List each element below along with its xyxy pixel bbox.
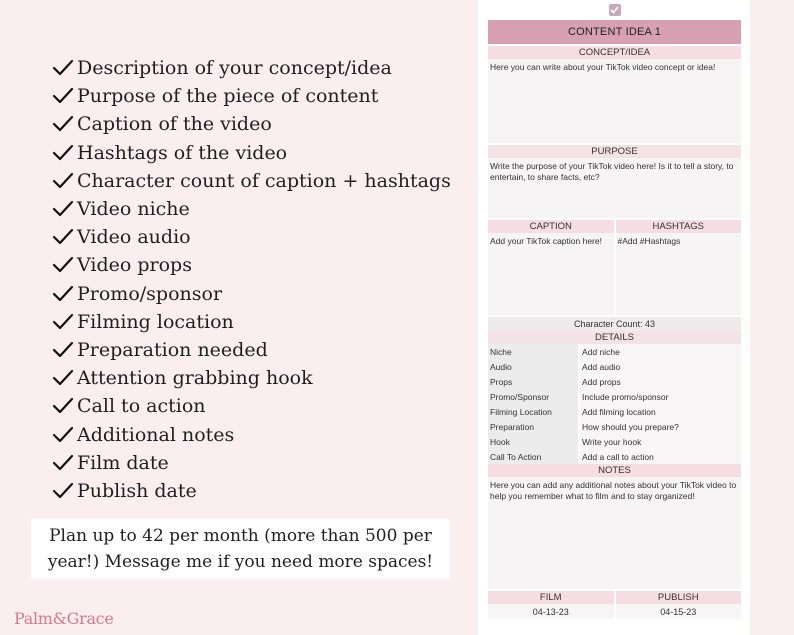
checkmark-icon (52, 172, 74, 190)
feature-item (52, 420, 451, 448)
details-value[interactable]: Include promo/sponsor (580, 389, 741, 404)
feature-item (52, 195, 451, 223)
feature-text: Call to action (77, 395, 206, 418)
feature-item (52, 223, 451, 251)
checkmark-icon (52, 144, 74, 162)
details-label: Props (488, 374, 578, 389)
checkmark-icon (52, 200, 74, 218)
checkmark-icon (52, 454, 74, 472)
caption-hashtag-fields (488, 233, 741, 315)
details-value[interactable]: Add a call to action (580, 449, 741, 464)
feature-item (52, 336, 451, 364)
checkmark-icon (52, 59, 74, 77)
details-row (488, 359, 741, 374)
publish-header: PUBLISH (616, 591, 742, 604)
feature-item (52, 110, 451, 138)
details-label: Filming Location (488, 404, 578, 419)
details-row (488, 344, 741, 359)
details-row (488, 449, 741, 464)
details-header: DETAILS (488, 331, 741, 344)
feature-text: Attention grabbing hook (77, 367, 313, 390)
date-headers (488, 591, 741, 604)
checkmark-icon (52, 313, 74, 331)
hashtags-field[interactable]: #Add #Hashtags (616, 233, 742, 315)
promo-box: Plan up to 42 per month (more than 500 per year!) Message me if you need more spaces! (31, 519, 450, 579)
details-row (488, 419, 741, 434)
checkmark-icon (52, 369, 74, 387)
checkmark-icon (52, 256, 74, 274)
checkmark-icon (52, 228, 74, 246)
details-value[interactable]: How should you prepare? (580, 419, 741, 434)
feature-item (52, 477, 451, 505)
concept-header: CONCEPT/IDEA (488, 46, 741, 59)
caption-hashtag-headers (488, 220, 741, 233)
checkmark-icon (52, 397, 74, 415)
feature-text: Video audio (77, 226, 191, 249)
purpose-header: PURPOSE (488, 145, 741, 158)
details-label: Niche (488, 344, 578, 359)
purpose-field[interactable]: Write the purpose of your TikTok video here! Is it to tell a story, to entertain, to share facts, etc? (488, 158, 741, 218)
feature-text: Film date (77, 451, 169, 474)
feature-item (52, 392, 451, 420)
checkbox-row (488, 0, 741, 20)
date-values (488, 604, 741, 619)
sheet-title: CONTENT IDEA 1 (488, 20, 741, 44)
feature-item (52, 54, 451, 82)
feature-item (52, 364, 451, 392)
details-label: Preparation (488, 419, 578, 434)
feature-text: Caption of the video (77, 113, 272, 136)
feature-item (52, 139, 451, 167)
checkbox-checked-icon[interactable] (609, 4, 621, 16)
feature-list (52, 54, 451, 505)
feature-text: Purpose of the piece of content (77, 85, 379, 108)
details-label: Call To Action (488, 449, 578, 464)
feature-text: Description of your concept/idea (77, 57, 392, 80)
feature-item (52, 280, 451, 308)
feature-text: Preparation needed (77, 338, 268, 361)
feature-text: Promo/sponsor (77, 282, 223, 305)
details-row (488, 389, 741, 404)
details-value[interactable]: Add filming location (580, 404, 741, 419)
checkmark-icon (52, 341, 74, 359)
feature-text: Video niche (77, 198, 190, 221)
feature-item (52, 449, 451, 477)
feature-item (52, 82, 451, 110)
details-table (488, 344, 741, 464)
details-row (488, 434, 741, 449)
feature-item (52, 251, 451, 279)
details-row (488, 374, 741, 389)
feature-text: Video props (77, 254, 192, 277)
feature-text: Publish date (77, 479, 197, 502)
feature-text: Filming location (77, 310, 234, 333)
checkmark-icon (52, 87, 74, 105)
details-value[interactable]: Add props (580, 374, 741, 389)
details-label: Promo/Sponsor (488, 389, 578, 404)
planner-sheet-panel (478, 0, 750, 635)
publish-date[interactable]: 04-15-23 (616, 604, 742, 619)
feature-item (52, 167, 451, 195)
content-idea-sheet (488, 0, 741, 619)
brand-logo: Palm&Grace (14, 609, 114, 628)
film-header: FILM (488, 591, 614, 604)
caption-header: CAPTION (488, 220, 614, 233)
hashtags-header: HASHTAGS (616, 220, 742, 233)
feature-text: Character count of caption + hashtags (77, 169, 451, 192)
checkmark-icon (52, 115, 74, 133)
details-label: Hook (488, 434, 578, 449)
checkmark-icon (52, 285, 74, 303)
checkmark-icon (52, 482, 74, 500)
feature-text: Hashtags of the video (77, 141, 288, 164)
details-value[interactable]: Add niche (580, 344, 741, 359)
details-value[interactable]: Write your hook (580, 434, 741, 449)
feature-text: Additional notes (77, 423, 235, 446)
details-row (488, 404, 741, 419)
caption-field[interactable]: Add your TikTok caption here! (488, 233, 614, 315)
notes-header: NOTES (488, 464, 741, 477)
notes-field[interactable]: Here you can add any additional notes about your TikTok video to help you remember what to film and to stay organized! (488, 477, 741, 589)
checkmark-icon (52, 426, 74, 444)
details-label: Audio (488, 359, 578, 374)
concept-field[interactable]: Here you can write about your TikTok video concept or idea! (488, 59, 741, 143)
character-count: Character Count: 43 (488, 317, 741, 331)
feature-item (52, 308, 451, 336)
details-value[interactable]: Add audio (580, 359, 741, 374)
film-date[interactable]: 04-13-23 (488, 604, 614, 619)
